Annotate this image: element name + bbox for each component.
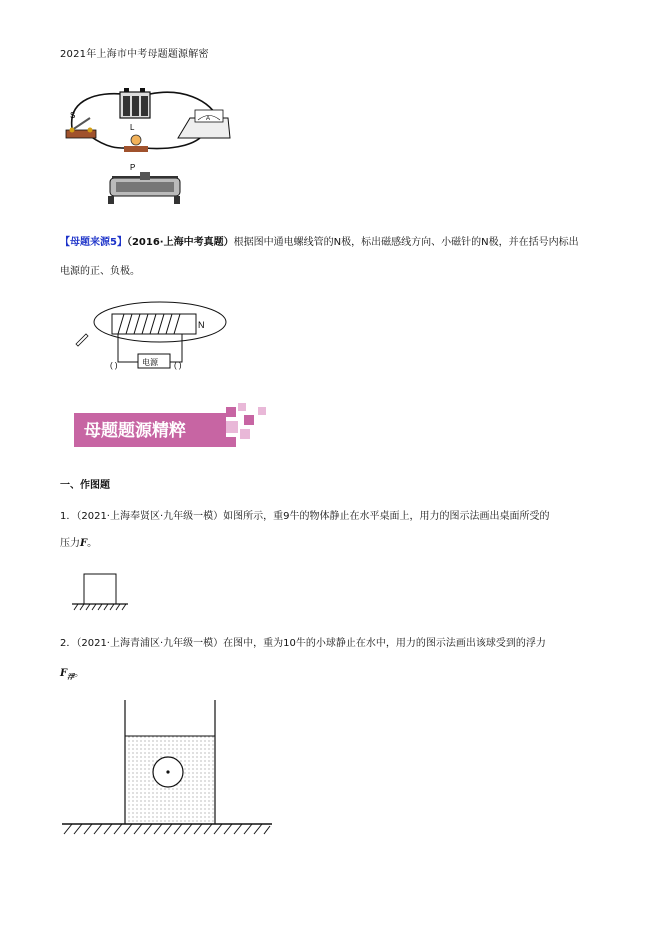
solenoid-n-label: N <box>198 320 205 330</box>
source-text: 根据图中通电螺线管的N极，标出磁感线方向、小磁针的N极，并在括号内标出 <box>233 237 579 248</box>
bracket-left: ( ) <box>110 361 118 370</box>
q1-figure <box>70 570 132 612</box>
q1-hatch <box>74 604 126 610</box>
source-5-line1 <box>60 236 579 250</box>
switch-icon <box>66 118 96 138</box>
source-year: （2016·上海中考真题） <box>126 237 234 248</box>
power-label: 电源 <box>142 358 158 367</box>
q1-text-line2 <box>60 534 97 549</box>
wire-lamp-meter <box>144 138 200 149</box>
compass-needle-icon <box>76 334 88 346</box>
section-title: 一、作图题 <box>60 480 110 491</box>
q1-text-line1: 1．（2021·上海奉贤区·九年级一模）如图所示，重9牛的物体静止在水平桌面上，用力的图示法画出桌面所受的 <box>60 511 550 522</box>
bracket-right: ( ) <box>174 361 182 370</box>
source-5-line2: 电源的正、负极。 <box>60 266 140 277</box>
banner-text: 母题题源精粹 <box>84 421 186 441</box>
ammeter-icon <box>178 110 230 138</box>
q2-hatch <box>64 824 270 834</box>
q2-ball-center <box>166 770 169 773</box>
solenoid-core <box>112 314 196 334</box>
page-header: 2021年上海市中考母题题源解密 <box>60 49 209 60</box>
label-p: P <box>130 163 136 172</box>
q2-var: F <box>60 668 68 679</box>
q1-period: 。 <box>87 538 98 549</box>
solenoid-figure <box>70 292 230 382</box>
q2-var-sub: 浮 <box>67 672 75 681</box>
q1-var: F <box>80 538 88 549</box>
meter-label: A <box>206 116 211 122</box>
battery-icon <box>120 88 150 118</box>
lamp-icon <box>124 135 148 152</box>
label-s: S <box>70 111 76 120</box>
q1-block <box>84 574 116 604</box>
q2-figure <box>60 700 275 842</box>
q1-prefix: 压力 <box>60 538 80 549</box>
q2-period: 。 <box>74 668 85 679</box>
q2-text-line2 <box>60 664 84 682</box>
circuit-figure <box>60 78 235 213</box>
source-tag: 【母题来源5】 <box>60 237 127 248</box>
label-l: L <box>130 123 135 132</box>
wire-top <box>72 94 122 128</box>
section-banner <box>74 403 274 451</box>
q2-text-line1: 2．（2021·上海青浦区·九年级一模）在图中，重为10牛的小球静止在水中，用力的图示法画出该球受到的浮力 <box>60 638 546 649</box>
rheostat-icon <box>108 172 180 204</box>
